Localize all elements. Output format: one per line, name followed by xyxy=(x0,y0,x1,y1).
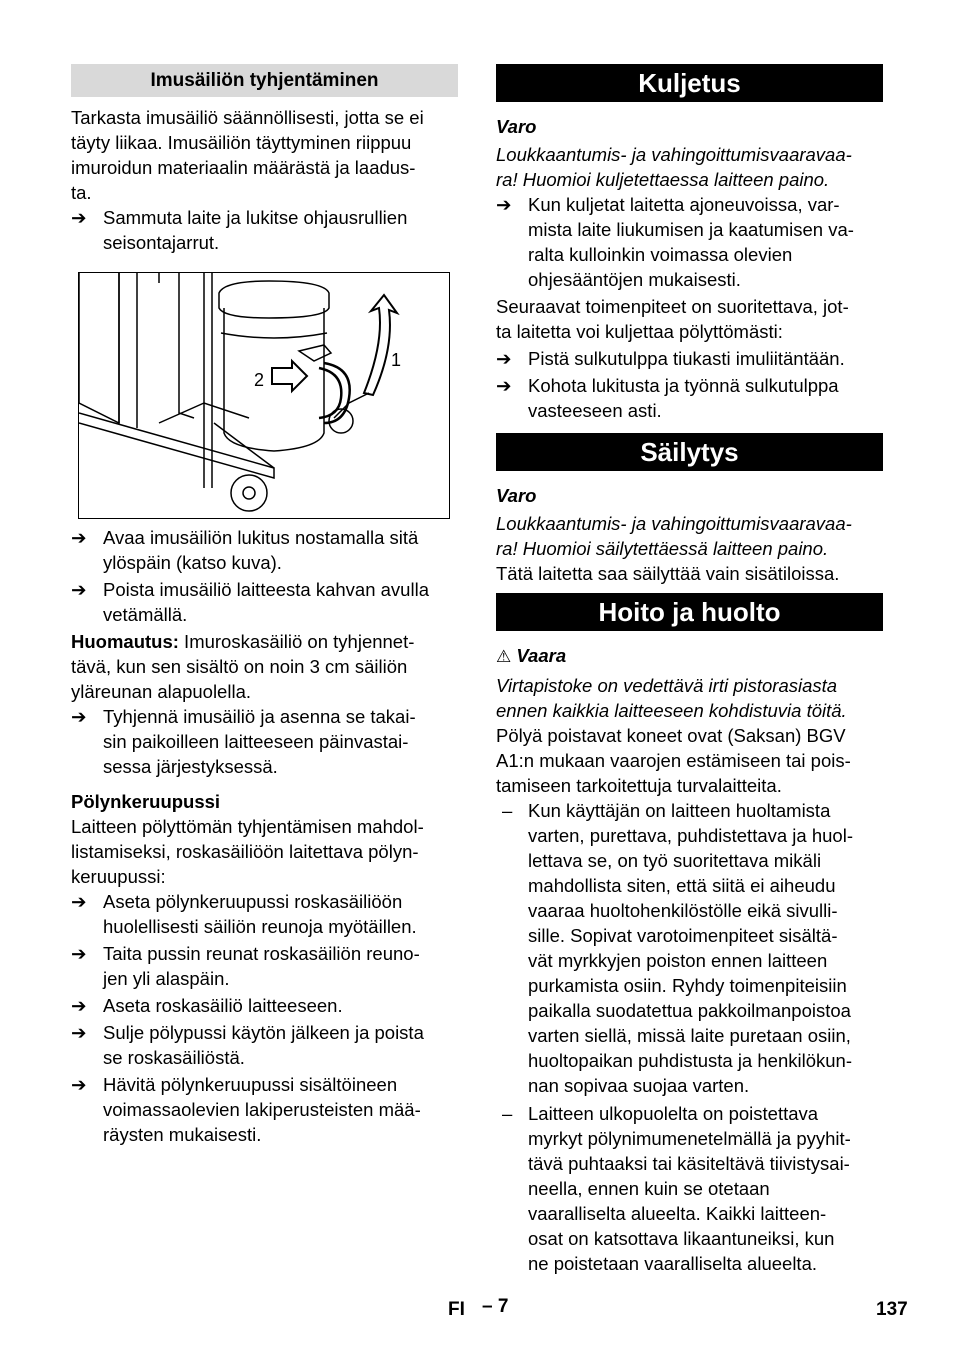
step-item xyxy=(496,373,883,423)
figure-label-1: 1 xyxy=(391,350,402,370)
line: nan sopivaa suojaa varten. xyxy=(528,1075,750,1096)
line: Taita pussin reunat roskasäiliön reuno- xyxy=(103,943,420,964)
line: Virtapistoke on vedettävä irti pistorasiasta xyxy=(496,675,838,696)
arrow-icon: ➔ xyxy=(71,579,87,600)
arrow-icon: ➔ xyxy=(71,891,87,912)
section-title-maintenance: Hoito ja huolto xyxy=(496,593,883,631)
step-item xyxy=(71,889,458,939)
line: neella, ennen kuin se otetaan xyxy=(528,1178,770,1199)
caution-label: Varo xyxy=(496,116,537,137)
line: imuroidun materiaalin määrästä ja laadus- xyxy=(71,157,416,178)
line: räysten mukaisesti. xyxy=(103,1124,262,1145)
dash-item xyxy=(496,1101,883,1276)
line: Tarkasta imusäiliö säännöllisesti, jotta se ei xyxy=(71,107,424,128)
footer-section-page: – 7 xyxy=(482,1296,509,1317)
line: Avaa imusäiliön lukitus nostamalla sitä xyxy=(103,527,419,548)
storage-text: Tätä laitetta saa säilyttää vain sisätiloissa. xyxy=(496,563,840,584)
line: ralta kulloinkin voimassa olevien xyxy=(528,244,793,265)
vacuum-illustration xyxy=(79,273,449,518)
section-heading-container-emptying: Imusäiliön tyhjentäminen xyxy=(71,64,458,97)
step-item xyxy=(71,704,458,779)
step-item xyxy=(496,346,883,371)
transport-paragraph xyxy=(496,294,883,344)
line: keruupussi: xyxy=(71,866,166,887)
line: huoltopaikan puhdistusta ja henkilökun- xyxy=(528,1050,852,1071)
line: purkamista osiin. Ryhdy toimenpiteisiin xyxy=(528,975,847,996)
dash-bullet: – xyxy=(502,1103,513,1124)
line: vetämällä. xyxy=(103,604,188,625)
line: jen yli alaspäin. xyxy=(103,968,230,989)
note-paragraph xyxy=(71,629,458,704)
danger-text xyxy=(496,673,883,723)
step-item xyxy=(71,577,458,627)
section-title-storage: Säilytys xyxy=(496,433,883,471)
line: Loukkaantumis- ja vahingoittumisvaaravaa- xyxy=(496,513,852,534)
line: Pölyä poistavat koneet ovat (Saksan) BGV xyxy=(496,725,846,746)
line: vaaraa huoltohenkilöstölle eikä sivulli- xyxy=(528,900,838,921)
line: Laitteen ulkopuolelta on poistettava xyxy=(528,1103,819,1124)
arrow-icon: ➔ xyxy=(71,943,87,964)
warning-triangle-icon: ⚠ xyxy=(496,647,512,667)
footer-page-number: 137 xyxy=(876,1299,908,1320)
step-item xyxy=(71,1072,458,1147)
line: osat on katsottava likaantuneiksi, kun xyxy=(528,1228,835,1249)
line: Tyhjennä imusäiliö ja asenna se takai- xyxy=(103,706,416,727)
container-unlock-illustration xyxy=(78,272,450,519)
line: ra! Huomioi kuljetettaessa laitteen paino. xyxy=(496,169,830,190)
arrow-icon: ➔ xyxy=(496,348,512,369)
step-item xyxy=(71,1020,458,1070)
line: tävä, kun sen sisältö on noin 3 cm säiliön xyxy=(71,656,408,677)
figure-label-2: 2 xyxy=(254,370,265,390)
caution-text xyxy=(496,511,883,561)
line: mista laite liukumisen ja kaatumisen va- xyxy=(528,219,854,240)
line: Poista imusäiliö laitteesta kahvan avulla xyxy=(103,579,429,600)
line: vät myrkkyjen poiston ennen laitteen xyxy=(528,950,828,971)
arrow-icon: ➔ xyxy=(496,375,512,396)
dust-bag-intro xyxy=(71,814,458,889)
line: ne poistetaan vaaralliselta alueelta. xyxy=(528,1253,817,1274)
arrow-icon: ➔ xyxy=(71,995,87,1016)
line: huolellisesti säiliön reunoja myötäillen. xyxy=(103,916,417,937)
line: tävä puhtaaksi tai käsiteltävä tiivistysai- xyxy=(528,1153,850,1174)
caution-label: Varo xyxy=(496,485,537,506)
arrow-icon: ➔ xyxy=(71,527,87,548)
arrow-icon: ➔ xyxy=(496,194,512,215)
line: ennen kaikkia laitteeseen kohdistuvia töitä. xyxy=(496,700,847,721)
line: sin paikoilleen laitteeseen päinvastai- xyxy=(103,731,409,752)
line: Kun kuljetat laitetta ajoneuvoissa, var- xyxy=(528,194,840,215)
line: täyty liikaa. Imusäiliön täyttyminen riippuu xyxy=(71,132,412,153)
line: vasteeseen asti. xyxy=(528,400,662,421)
line: Imuroskasäiliö on tyhjennet- xyxy=(178,631,415,652)
arrow-icon: ➔ xyxy=(71,1022,87,1043)
step-item xyxy=(71,993,458,1018)
line: ta laitetta voi kuljettaa pölyttömästi: xyxy=(496,321,783,342)
step-item xyxy=(71,941,458,991)
note-label: Huomautus: xyxy=(71,631,179,652)
step-item xyxy=(71,205,458,255)
line: listamiseksi, roskasäiliöön laitettava pölyn- xyxy=(71,841,419,862)
left-column xyxy=(71,64,458,1147)
line: Hävitä pölynkeruupussi sisältöineen xyxy=(103,1074,398,1095)
danger-label: Vaara xyxy=(516,645,567,666)
maintenance-paragraph xyxy=(496,723,883,798)
dash-item xyxy=(496,798,883,1098)
step-item xyxy=(496,192,883,292)
footer-language: FI xyxy=(448,1299,465,1320)
arrow-icon: ➔ xyxy=(71,1074,87,1095)
line: se roskasäiliöstä. xyxy=(103,1047,245,1068)
line: Aseta pölynkeruupussi roskasäiliöön xyxy=(103,891,403,912)
arrow-icon: ➔ xyxy=(71,706,87,727)
line: ta. xyxy=(71,182,92,203)
line: ra! Huomioi säilytettäessä laitteen paino. xyxy=(496,538,829,559)
line: Sulje pölypussi käytön jälkeen ja poista xyxy=(103,1022,424,1043)
arrow-icon: ➔ xyxy=(71,207,87,228)
step-item xyxy=(71,525,458,575)
line: Aseta roskasäiliö laitteeseen. xyxy=(103,995,343,1016)
dust-bag-heading: Pölynkeruupussi xyxy=(71,791,221,812)
danger-label-row xyxy=(496,643,883,670)
line: sessa järjestyksessä. xyxy=(103,756,278,777)
line: paikalla suodatettua pakkoilmanpoistoa xyxy=(528,1000,851,1021)
line: Loukkaantumis- ja vahingoittumisvaaravaa- xyxy=(496,144,852,165)
dash-bullet: – xyxy=(502,800,513,821)
line: sille. Sopivat varotoimenpiteet sisältä- xyxy=(528,925,838,946)
line: Seuraavat toimenpiteet on suoritettava, jot- xyxy=(496,296,849,317)
line: Pistä sulkutulppa tiukasti imuliitäntään. xyxy=(528,348,845,369)
line: lettava se, on työ suoritettava mikäli xyxy=(528,850,822,871)
caution-text xyxy=(496,142,883,192)
line: ohjesääntöjen mukaisesti. xyxy=(528,269,741,290)
line: myrkyt pölynimumenetelmällä ja pyyhit- xyxy=(528,1128,851,1149)
line: vaaralliselta alueelta. Kaikki laitteen- xyxy=(528,1203,827,1224)
line: Kun käyttäjän on laitteen huoltamista xyxy=(528,800,831,821)
line: Sammuta laite ja lukitse ohjausrullien xyxy=(103,207,408,228)
right-column xyxy=(496,64,883,1276)
line: Laitteen pölyttömän tyhjentämisen mahdol- xyxy=(71,816,424,837)
line: seisontajarrut. xyxy=(103,232,220,253)
line: yläreunan alapuolella. xyxy=(71,681,251,702)
line: tamiseen tarkoitettuja turvalaitteita. xyxy=(496,775,782,796)
line: voimassaolevien lakiperusteisten mää- xyxy=(103,1099,421,1120)
line: Kohota lukitusta ja työnnä sulkutulppa xyxy=(528,375,839,396)
intro-paragraph xyxy=(71,105,458,205)
line: ylöspäin (katso kuva). xyxy=(103,552,282,573)
line: varten siellä, missä laite puretaan osiin, xyxy=(528,1025,851,1046)
line: A1:n mukaan vaarojen estämiseen tai pois- xyxy=(496,750,851,771)
section-title-transport: Kuljetus xyxy=(496,64,883,102)
line: varten, purettava, puhdistettava ja huol- xyxy=(528,825,853,846)
line: mahdollista siten, että siitä ei aiheudu xyxy=(528,875,836,896)
